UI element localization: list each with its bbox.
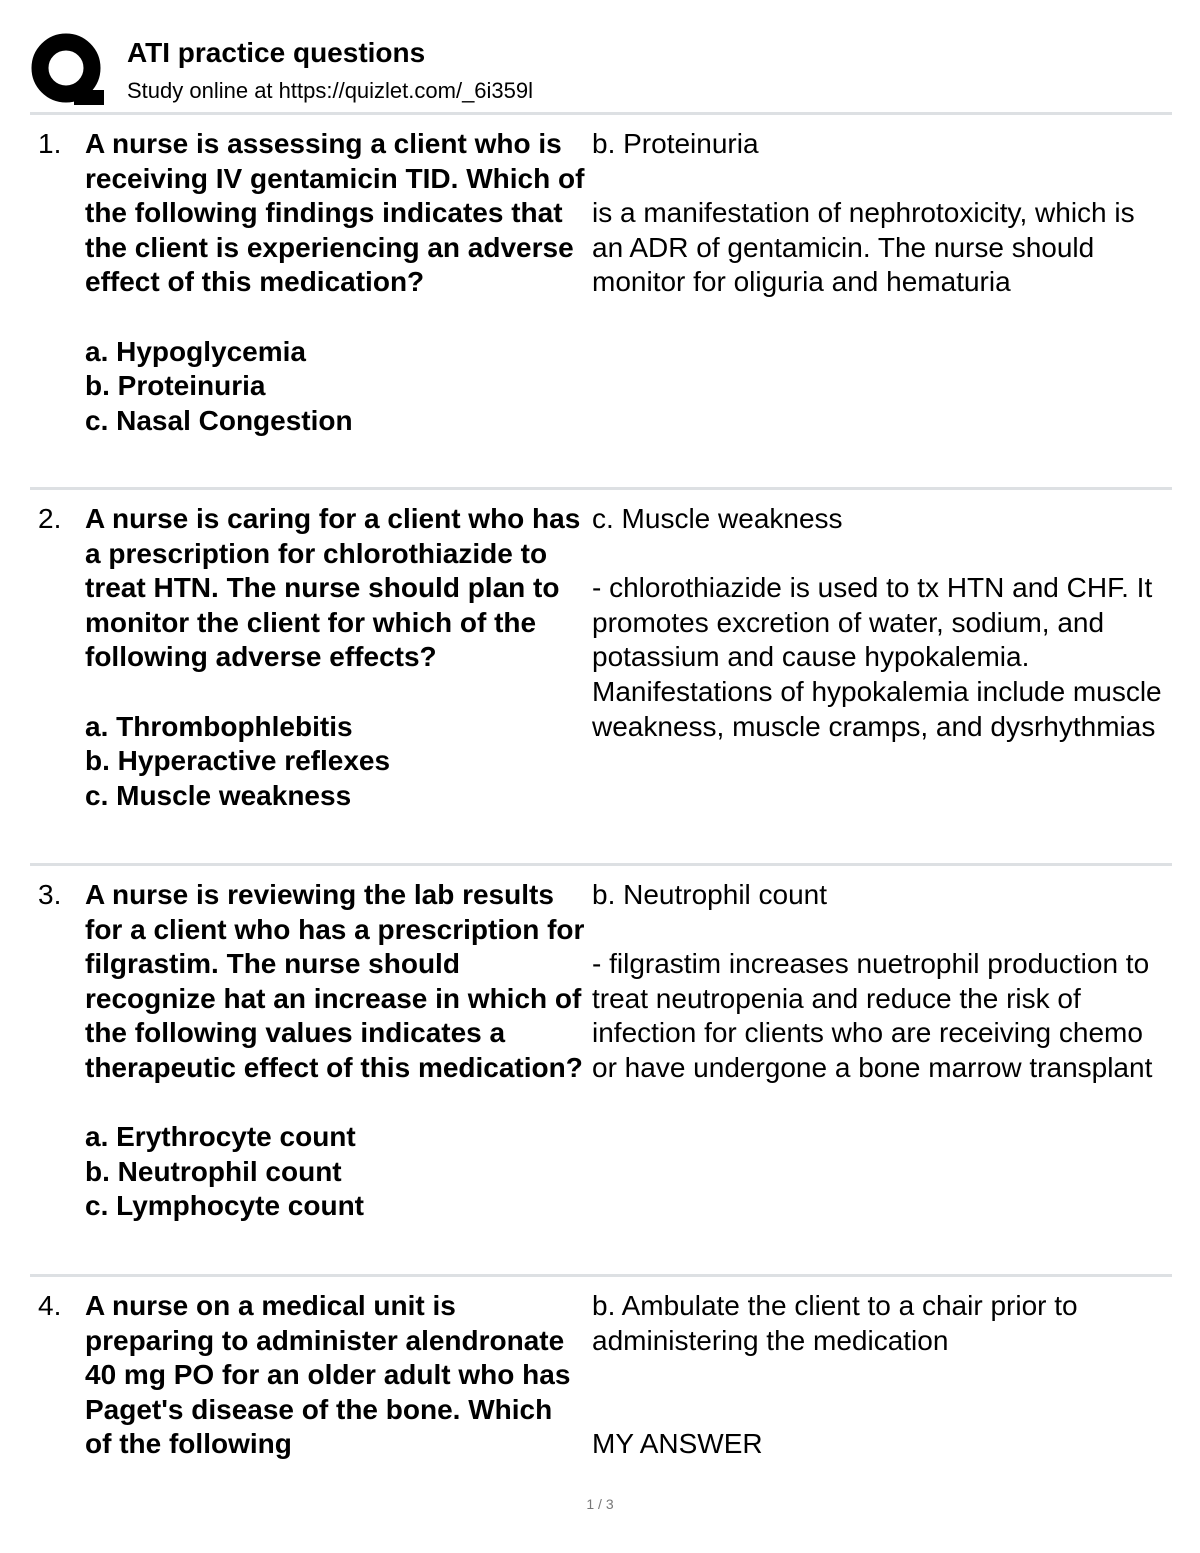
option: a. Hypoglycemia [85, 335, 306, 367]
question-number: 1. [38, 128, 62, 159]
option: c. Lymphocyte count [85, 1190, 365, 1222]
divider [30, 863, 1172, 866]
answer-choice: b. Neutrophil count [592, 879, 828, 910]
divider [30, 1274, 1172, 1277]
answer-block [592, 502, 1172, 744]
answer-block [592, 127, 1172, 300]
question-text [85, 502, 585, 813]
question-stem: A nurse is reviewing the lab results for a client who has a prescription for filgrastim. The nurse should recognize hat an increase in which of the following values indicates a therapeutic effect of this medication? [85, 879, 585, 1083]
option: a. Erythrocyte count [85, 1121, 356, 1153]
answer-choice: c. Muscle weakness [592, 503, 843, 534]
option: c. Muscle weakness [85, 779, 352, 811]
option: b. Hyperactive reflexes [85, 745, 391, 777]
question-stem: A nurse is assessing a client who is receiving IV gentamicin TID. Which of the following findings indicates that the client is experiencing an adverse effect of this medication? [85, 128, 585, 298]
question-stem: A nurse is caring for a client who has a prescription for chlorothiazide to treat HTN. The nurse should plan to monitor the client for which of the following adverse effects? [85, 503, 581, 673]
question-stem: A nurse on a medical unit is preparing to administer alendronate 40 mg PO for an older adult who has Paget's disease of the bone. Which of the following [85, 1290, 571, 1460]
question-text [85, 127, 585, 438]
divider [30, 487, 1172, 490]
page-number: 1 / 3 [586, 1496, 614, 1512]
question-text [85, 1289, 585, 1462]
answer-choice: b. Proteinuria [592, 128, 759, 159]
answer-block [592, 1289, 1172, 1462]
question-text [85, 878, 585, 1224]
answer-note: MY ANSWER [592, 1428, 763, 1460]
page-header [30, 30, 1172, 112]
question-number: 2. [38, 503, 62, 534]
option: b. Neutrophil count [85, 1155, 342, 1187]
answer-choice: b. Ambulate the client to a chair prior to administering the medication [592, 1290, 1078, 1356]
option: b. Proteinuria [85, 370, 266, 402]
divider [30, 112, 1172, 115]
answer-block [592, 878, 1172, 1086]
answer-explanation: - filgrastim increases nuetrophil production to treat neutropenia and reduce the risk of infection for clients who are receiving chemo or have undergone a bone marrow transplant [592, 948, 1153, 1083]
answer-explanation: is a manifestation of nephrotoxicity, which is an ADR of gentamicin. The nurse should monitor for oliguria and hematuria [592, 197, 1135, 298]
option: a. Thrombophlebitis [85, 710, 353, 742]
question-number: 3. [38, 879, 62, 910]
quizlet-logo-icon [30, 32, 106, 108]
option: c. Nasal Congestion [85, 404, 353, 436]
answer-explanation: - chlorothiazide is used to tx HTN and CHF. It promotes excretion of water, sodium, and potassium and cause hypokalemia. Manifestations of hypokalemia include muscle weakness, muscle cramps, and dysrhythmias [592, 572, 1162, 742]
page-title: ATI practice questions [127, 37, 426, 68]
question-number: 4. [38, 1290, 62, 1321]
study-link[interactable]: Study online at https://quizlet.com/_6i359l [127, 78, 534, 103]
